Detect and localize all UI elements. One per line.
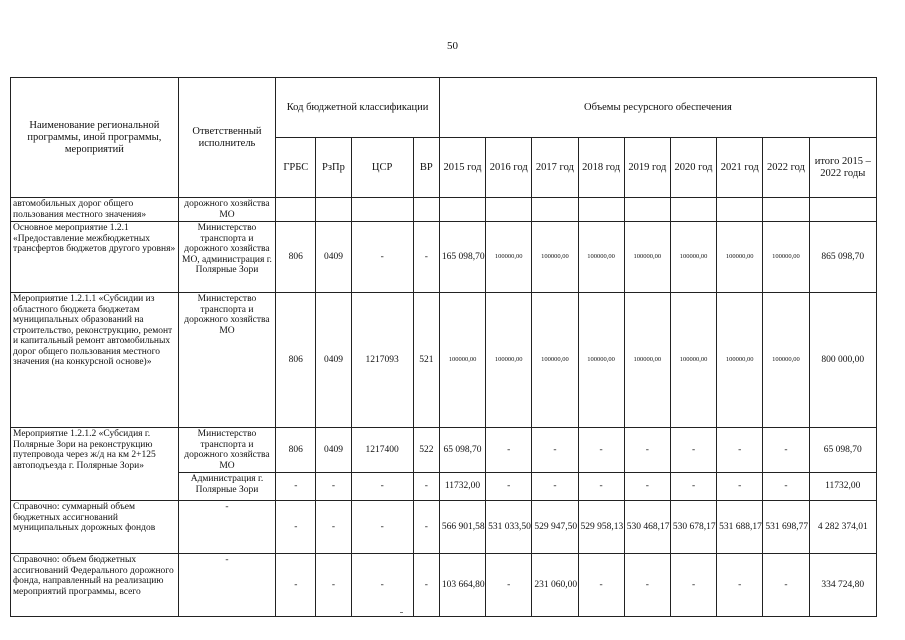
cell-2022: 531 698,77 — [763, 501, 809, 554]
cell-2017: 100000,00 — [532, 293, 578, 428]
header-year-2019: 2019 год — [624, 138, 670, 198]
cell-2015 — [439, 198, 485, 222]
cell-2015: 103 664,80 — [439, 554, 485, 617]
cell-2017: - — [532, 473, 578, 501]
cell-grbs: 806 — [276, 428, 316, 473]
cell-2022: 100000,00 — [763, 222, 809, 293]
table-row — [11, 428, 877, 473]
header-total: итого 2015 – 2022 годы — [809, 138, 876, 198]
cell-2015: 65 098,70 — [439, 428, 485, 473]
cell-2019: 530 468,17 — [624, 501, 670, 554]
cell-vr: 522 — [413, 428, 439, 473]
header-executor: Ответственный исполнитель — [178, 78, 275, 198]
cell-2022 — [763, 198, 809, 222]
cell-2022: - — [763, 428, 809, 473]
cell-2015: 11732,00 — [439, 473, 485, 501]
cell-2015: 566 901,58 — [439, 501, 485, 554]
table-row — [11, 293, 877, 428]
cell-csr: 1217093 — [351, 293, 413, 428]
header-year-2016: 2016 год — [486, 138, 532, 198]
cell-2022: - — [763, 554, 809, 617]
cell-2019 — [624, 198, 670, 222]
cell-2019: - — [624, 428, 670, 473]
cell-2021: 100000,00 — [717, 222, 763, 293]
header-year-2018: 2018 год — [578, 138, 624, 198]
cell-2018: - — [578, 473, 624, 501]
cell-2017: 529 947,50 — [532, 501, 578, 554]
cell-vr — [413, 198, 439, 222]
cell-2021: - — [717, 473, 763, 501]
cell-2018: 529 958,13 — [578, 501, 624, 554]
scan-speck — [400, 612, 403, 613]
cell-2016 — [486, 198, 532, 222]
cell-total: 65 098,70 — [809, 428, 876, 473]
cell-csr: 1217400 — [351, 428, 413, 473]
cell-2015: 100000,00 — [439, 293, 485, 428]
cell-2020: - — [670, 473, 716, 501]
row-name: Основное мероприятие 1.2.1 «Предоставление межбюджетных трансфертов бюджетов другого уровня» — [11, 222, 179, 293]
cell-2021 — [717, 198, 763, 222]
row-executor: - — [178, 554, 275, 617]
header-resources: Объемы ресурсного обеспечения — [439, 78, 876, 138]
cell-rzpr: - — [316, 501, 351, 554]
header-grbs: ГРБС — [276, 138, 316, 198]
cell-vr: 521 — [413, 293, 439, 428]
cell-vr: - — [413, 222, 439, 293]
table-header — [11, 78, 877, 198]
cell-grbs: 806 — [276, 293, 316, 428]
cell-2020: 100000,00 — [670, 222, 716, 293]
cell-2015: 165 098,70 — [439, 222, 485, 293]
cell-2021: - — [717, 428, 763, 473]
cell-2020: - — [670, 428, 716, 473]
cell-2021: 531 688,17 — [717, 501, 763, 554]
page-number: 50 — [447, 40, 458, 52]
header-name: Наименование региональной программы, иной программы, мероприятий — [11, 78, 179, 198]
cell-csr: - — [351, 473, 413, 501]
row-name: Мероприятие 1.2.1.1 «Субсидии из областного бюджета бюджетам муниципальных образований на строительство, реконструкцию, ремонт и капитальный ремонт автомобильных дорог общего пользования местного значения (на конкурсной основе)» — [11, 293, 179, 428]
cell-2018: 100000,00 — [578, 222, 624, 293]
header-vr: ВР — [413, 138, 439, 198]
cell-2016: 531 033,50 — [486, 501, 532, 554]
row-executor: дорожного хозяйства МО — [178, 198, 275, 222]
row-executor: Министерство транспорта и дорожного хозяйства МО — [178, 293, 275, 428]
cell-total — [809, 198, 876, 222]
header-year-2021: 2021 год — [717, 138, 763, 198]
cell-2017: 231 060,00 — [532, 554, 578, 617]
cell-2016: 100000,00 — [486, 222, 532, 293]
cell-2021: - — [717, 554, 763, 617]
cell-grbs: - — [276, 501, 316, 554]
cell-2016: 100000,00 — [486, 293, 532, 428]
row-executor: Администрация г. Полярные Зори — [178, 473, 275, 501]
header-year-2017: 2017 год — [532, 138, 578, 198]
cell-rzpr — [316, 198, 351, 222]
cell-2019: 100000,00 — [624, 293, 670, 428]
cell-vr: - — [413, 501, 439, 554]
cell-total: 11732,00 — [809, 473, 876, 501]
cell-2021: 100000,00 — [717, 293, 763, 428]
cell-csr — [351, 198, 413, 222]
cell-2022: 100000,00 — [763, 293, 809, 428]
table-row — [11, 501, 877, 554]
budget-table — [10, 77, 877, 617]
cell-total: 334 724,80 — [809, 554, 876, 617]
header-rzpr: РзПр — [316, 138, 351, 198]
row-executor: Министерство транспорта и дорожного хозяйства МО, администрация г. Полярные Зори — [178, 222, 275, 293]
cell-2018: - — [578, 428, 624, 473]
cell-rzpr: 0409 — [316, 293, 351, 428]
row-executor: Министерство транспорта и дорожного хозяйства МО — [178, 428, 275, 473]
cell-total: 4 282 374,01 — [809, 501, 876, 554]
cell-csr: - — [351, 222, 413, 293]
cell-grbs — [276, 198, 316, 222]
cell-2020: 530 678,17 — [670, 501, 716, 554]
cell-vr: - — [413, 473, 439, 501]
table-row — [11, 222, 877, 293]
row-name: Мероприятие 1.2.1.2 «Субсидия г. Полярные Зори на реконструкцию путепровода через ж/д на км 2+125 автоподъезда г. Полярные Зори» — [11, 428, 179, 501]
cell-rzpr: 0409 — [316, 428, 351, 473]
cell-2018: - — [578, 554, 624, 617]
cell-2016: - — [486, 428, 532, 473]
cell-vr: - — [413, 554, 439, 617]
header-budget-code: Код бюджетной классификации — [276, 78, 440, 138]
cell-total: 800 000,00 — [809, 293, 876, 428]
table-row — [11, 198, 877, 222]
cell-total: 865 098,70 — [809, 222, 876, 293]
header-year-2022: 2022 год — [763, 138, 809, 198]
cell-rzpr: - — [316, 473, 351, 501]
cell-2019: - — [624, 473, 670, 501]
cell-rzpr: - — [316, 554, 351, 617]
cell-2018: 100000,00 — [578, 293, 624, 428]
cell-2020 — [670, 198, 716, 222]
header-year-2020: 2020 год — [670, 138, 716, 198]
cell-grbs: - — [276, 473, 316, 501]
cell-csr: - — [351, 554, 413, 617]
cell-2020: - — [670, 554, 716, 617]
cell-grbs: 806 — [276, 222, 316, 293]
cell-2018 — [578, 198, 624, 222]
row-name: автомобильных дорог общего пользования местного значения» — [11, 198, 179, 222]
header-year-2015: 2015 год — [439, 138, 485, 198]
cell-grbs: - — [276, 554, 316, 617]
cell-csr: - — [351, 501, 413, 554]
row-name: Справочно: суммарный объем бюджетных ассигнований муниципальных дорожных фондов — [11, 501, 179, 554]
cell-2019: 100000,00 — [624, 222, 670, 293]
cell-2016: - — [486, 473, 532, 501]
cell-2017 — [532, 198, 578, 222]
cell-2017: 100000,00 — [532, 222, 578, 293]
header-csr: ЦСР — [351, 138, 413, 198]
cell-2017: - — [532, 428, 578, 473]
cell-2016: - — [486, 554, 532, 617]
cell-rzpr: 0409 — [316, 222, 351, 293]
cell-2019: - — [624, 554, 670, 617]
table-row — [11, 554, 877, 617]
cell-2022: - — [763, 473, 809, 501]
row-name: Справочно: объем бюджетных ассигнований Федерального дорожного фонда, направленный на реализацию мероприятий программы, всего — [11, 554, 179, 617]
cell-2020: 100000,00 — [670, 293, 716, 428]
row-executor: - — [178, 501, 275, 554]
